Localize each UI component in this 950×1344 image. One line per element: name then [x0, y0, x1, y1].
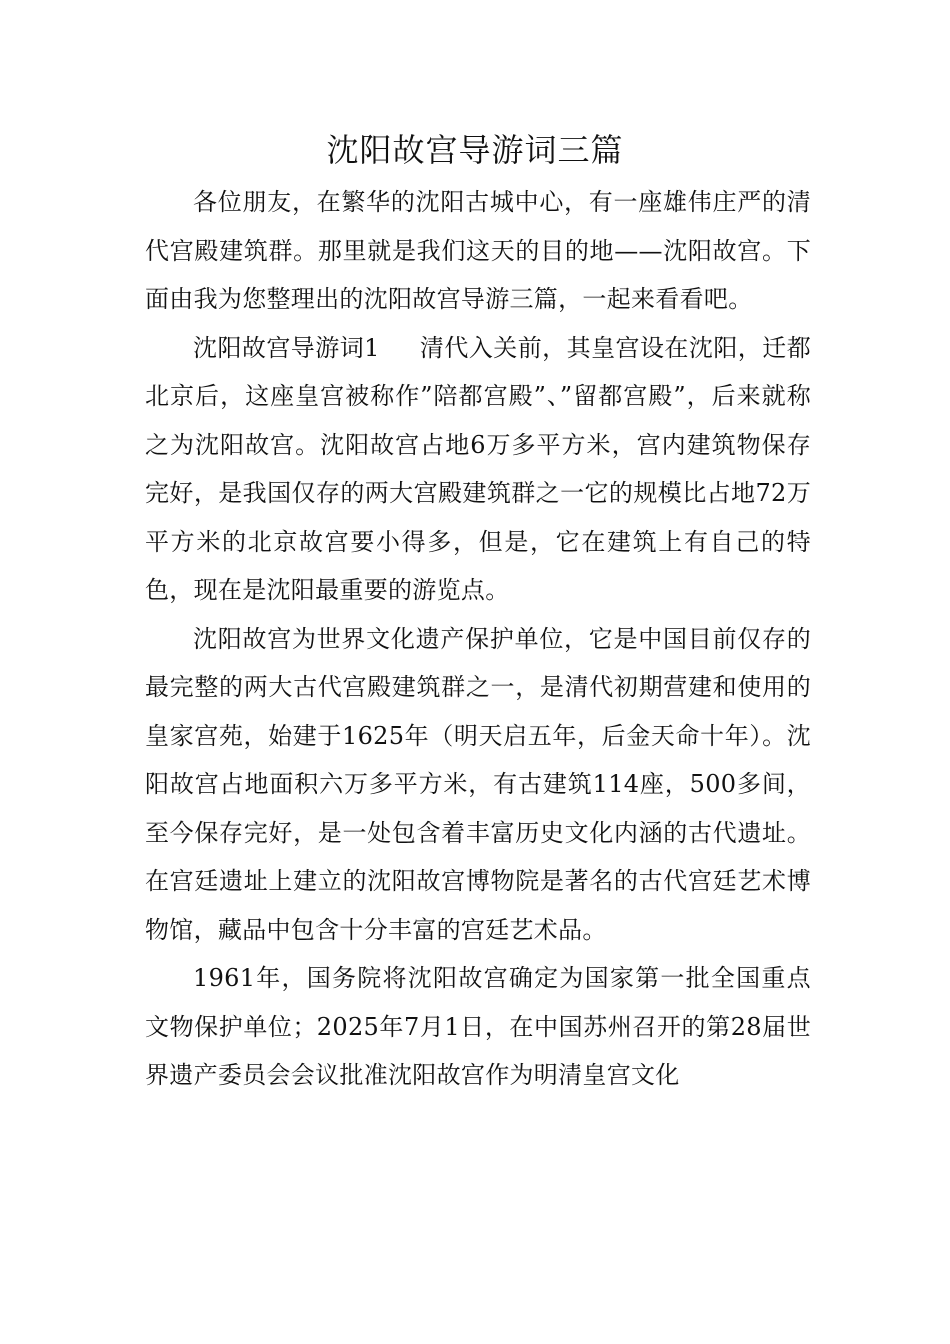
paragraph-protection: 1961年，国务院将沈阳故宫确定为国家第一批全国重点文物保护单位；2025年7月1日，在中国苏州召开的第28届世界遗产委员会会议批准沈阳故宫作为明清皇宫文化: [145, 964, 811, 1089]
paragraph-heritage: 沈阳故宫为世界文化遗产保护单位，它是中国目前仅存的最完整的两大古代宫殿建筑群之一，是清代初期营建和使用的皇家宫苑，始建于1625年（明天启五年，后金天命十年）。沈阳故宫占地面积六万多平方米，有古建筑114座，500多间，至今保存完好，是一处包含着丰富历史文化内涵的古代遗址。在宫廷遗址上建立的沈阳故宫博物院是著名的古代宫廷艺术博物馆，藏品中包含十分丰富的宫廷艺术品。: [145, 624, 811, 944]
paragraph-guide-1: [145, 324, 811, 615]
paragraph-intro: 各位朋友，在繁华的沈阳古城中心，有一座雄伟庄严的清代宫殿建筑群。那里就是我们这天的目的地——沈阳故宫。下面由我为您整理出的沈阳故宫导游三篇，一起来看看吧。: [145, 188, 811, 313]
section-heading: 沈阳故宫导游词1: [193, 333, 380, 362]
document-body: [145, 178, 811, 1100]
document-title: 沈阳故宫导游词三篇: [326, 131, 624, 169]
paragraph-text: 清代入关前，其皇宫设在沈阳，迁都北京后，这座皇宫被称作”陪都宫殿”、”留都宫殿”，后来就称之为沈阳故宫。沈阳故宫占地6万多平方米，宫内建筑物保存完好，是我国仅存的两大宫殿建筑群之一它的规模比占地72万平方米的北京故宫要小得多，但是，它在建筑上有自己的特色，现在是沈阳最重要的游览点。: [145, 333, 811, 604]
